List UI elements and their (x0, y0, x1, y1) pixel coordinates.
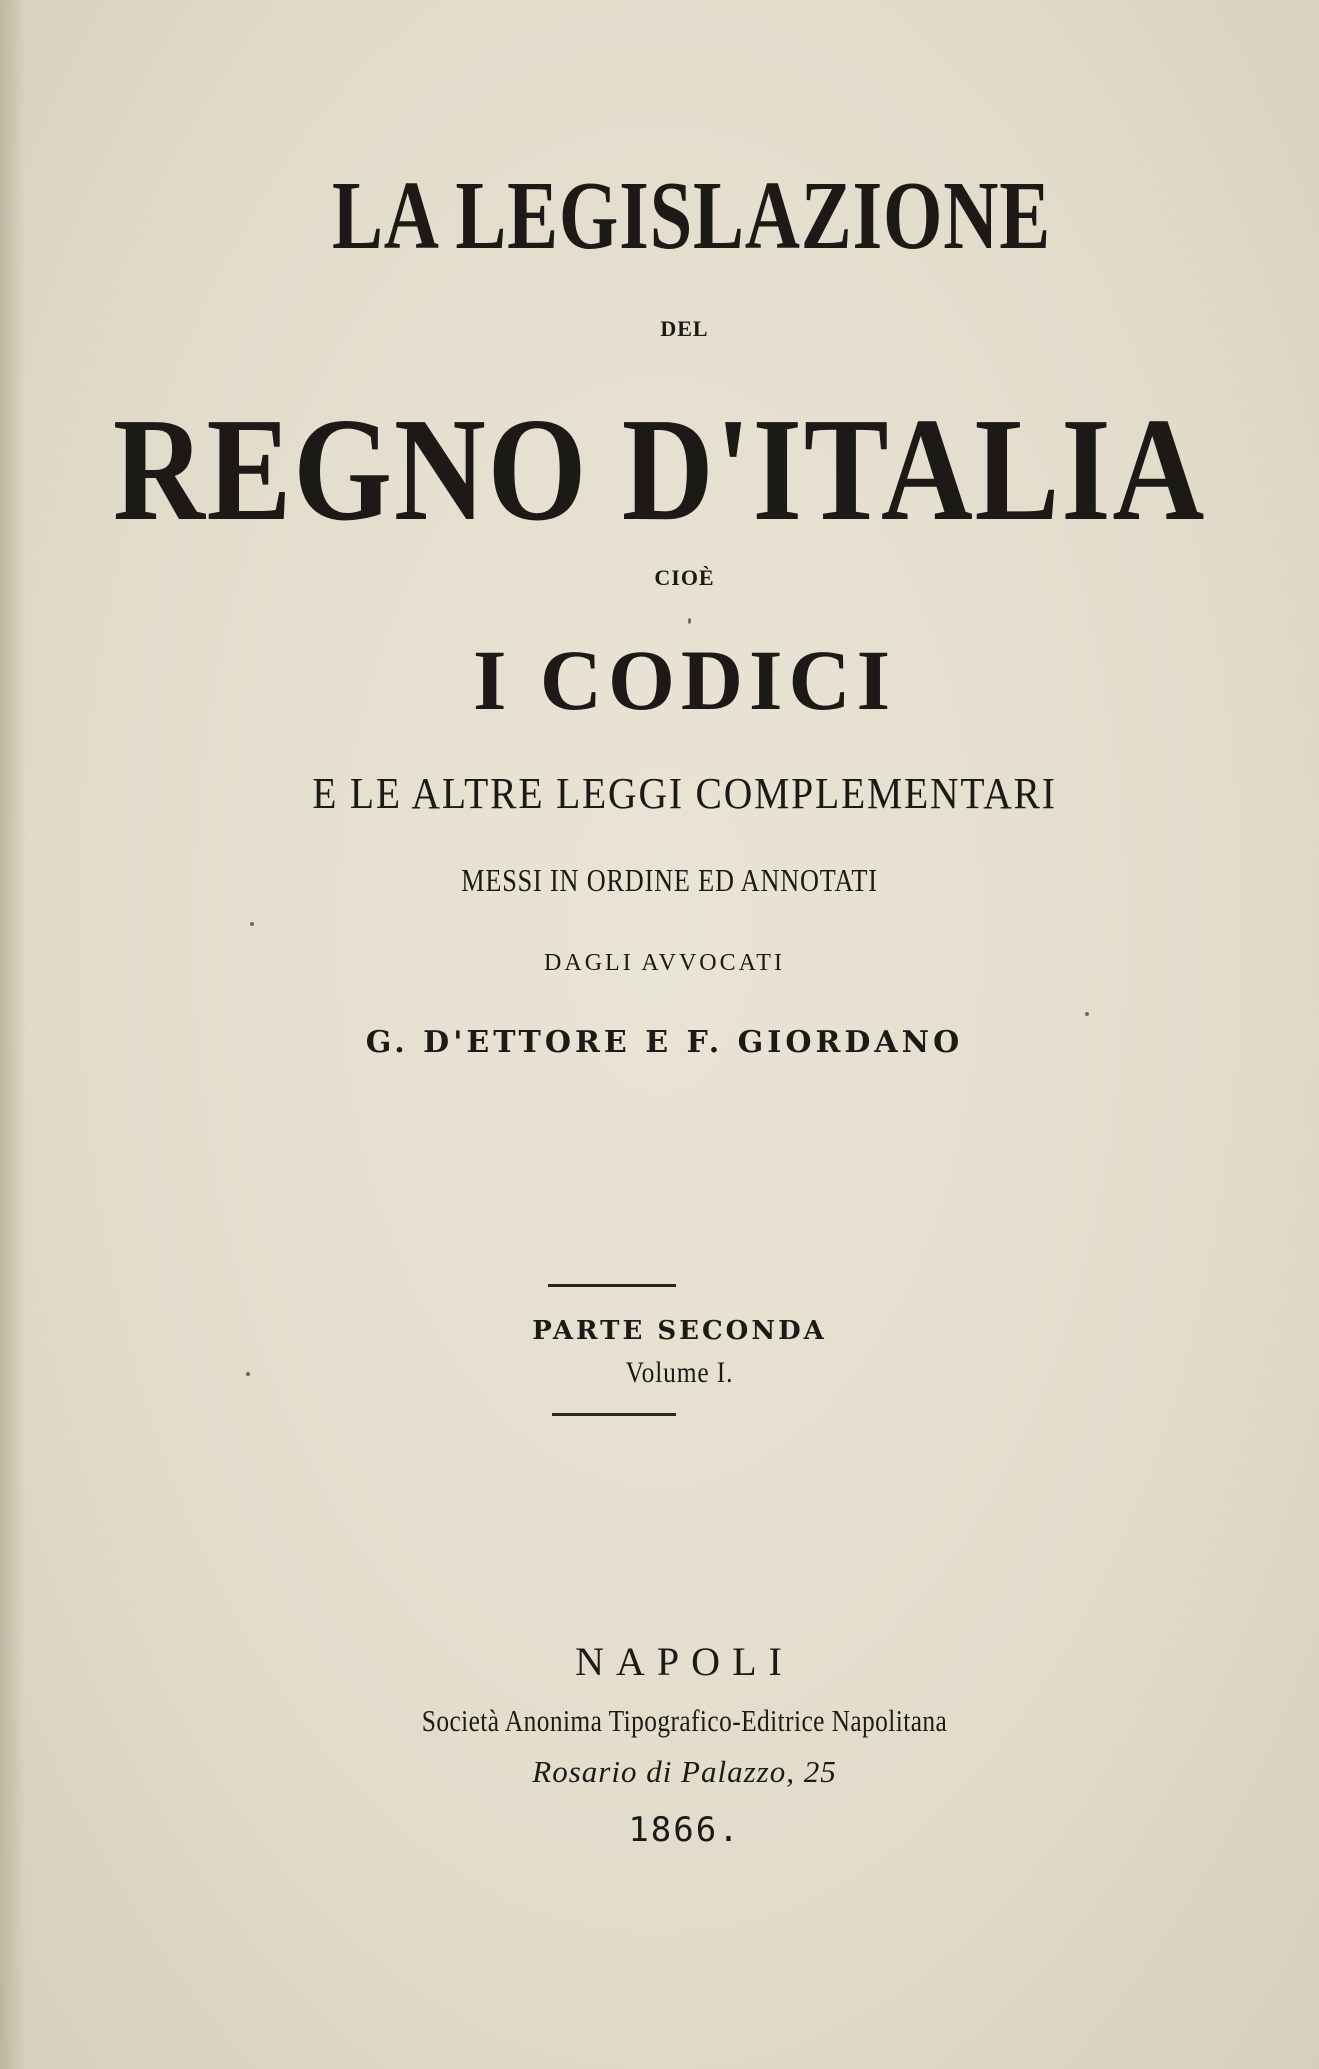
imprint-address: Rosario di Palazzo, 25 (532, 1754, 837, 1789)
imprint-publisher: Società Anonima Tipografico-Editrice Napolitana (421, 1703, 948, 1738)
paper-speck (688, 618, 691, 624)
part-label: PARTE SECONDA (532, 1316, 827, 1346)
paper-speck (1085, 1012, 1089, 1016)
connector-cioe: CIOÈ (654, 565, 715, 590)
divider-top (548, 1284, 676, 1287)
imprint-year: 1866. (628, 1810, 741, 1850)
paper-speck (250, 922, 254, 926)
subtitle-annotated: MESSI IN ORDINE ED ANNOTATI (461, 862, 878, 898)
imprint-city: NAPOLI (575, 1639, 794, 1684)
authors: G. D'ETTORE E F. GIORDANO (365, 1025, 964, 1060)
divider-bottom (552, 1413, 676, 1416)
subtitle-by-lawyers: DAGLI AVVOCATI (544, 950, 785, 976)
connector-del: DEL (660, 316, 709, 341)
title-line-2: REGNO D'ITALIA (112, 388, 1207, 552)
volume-label: Volume I. (625, 1356, 734, 1389)
title-line-3: I CODICI (472, 632, 897, 728)
subtitle-complementary-laws: E LE ALTRE LEGGI COMPLEMENTARI (312, 769, 1057, 818)
title-line-1: LA LEGISLAZIONE (331, 162, 1052, 270)
paper-speck (246, 1372, 250, 1376)
